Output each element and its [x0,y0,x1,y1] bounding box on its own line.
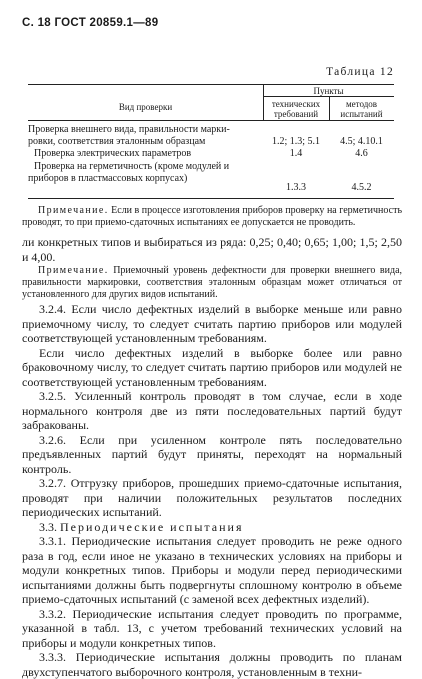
row-text-line: ровки, соответствия эталонным образцам [28,136,206,147]
clause-3-2-7: 3.2.7. Отгрузку приборов, прошедших приемо-сдаточные испытания, проводят при наличии положительных результатов последних периодических испытаний. [22,476,402,519]
col-header-tech-line1: технических [271,99,321,109]
section-3-3-heading [22,520,402,535]
clause-3-2-4-cont: Если число дефектных изделий в выборке более или равно браковочному числу, то следует считать партию приборов или модулей не соответствующей установленным требованиям. [22,345,402,389]
clause-3-3-2: 3.3.2. Периодические испытания следует проводить по программе, указанной в табл. 13, с учетом требований технических условий на приборы и модули конкретных типов. [22,606,402,650]
note-label: Примечание. [38,205,109,216]
note-label: Примечание. [38,265,109,276]
clause-3-2-5: 3.2.5. Усиленный контроль проводят в том случае, если в ходе нормального контроля две из пяти последовательных партий будут забракованы. [22,389,402,432]
col-header-methods-line2: испытаний [340,109,383,119]
clause-3-3-3: 3.3.3. Периодические испытания должны проводить по планам двухступенчатого выборочного контроля, установленным в техни- [22,650,402,679]
row-tech-value: 1.4 [289,148,303,159]
table-group-rule [263,96,394,97]
table-note [22,205,402,229]
clause-3-2-4: 3.2.4. Если число дефектных изделий в выборке меньше или равно приемочному числу, то следует считать партию приборов или модулей соответствующей установленным требованиям. [22,302,402,345]
row-text-line: Проверка внешнего вида, правильности марки- [28,124,230,135]
table-top-rule [28,84,394,85]
col-header-tech-line2: требований [273,109,319,119]
page-header: С. 18 ГОСТ 20859.1—89 [22,17,159,29]
col-header-tech [263,99,329,119]
col-header-items: Пункты [313,86,344,96]
row-method-value: 4.5; 4.10.1 [340,136,383,147]
row-text-line: Проверка на герметичность (кроме модулей и [34,161,230,172]
row-tech-value: 1.2; 1.3; 5.1 [271,136,321,147]
row-text-line: приборов в пластмассовых корпусах) [28,173,188,184]
row-method-value: 4.6 [355,148,368,159]
col-header-methods [329,99,394,119]
table-row [28,124,263,148]
section-title: Периодические испытания [60,519,244,534]
main-text [22,302,402,679]
col-header-check-type: Вид проверки [118,102,173,112]
note-text: Если в процессе изготовления приборов проверку на герметичность проводят, то при приемо-сдаточных испытаниях ее допускается не проводить. [22,205,403,228]
section-number: 3.3. [39,519,57,534]
table-row [28,161,263,185]
paragraph-continuation [22,235,402,264]
table-row [34,148,263,160]
row-tech-value: 1.3.3 [286,182,306,193]
table-bottom-rule [28,198,394,199]
acceptance-level-note [22,265,402,301]
table-header-rule [28,120,394,121]
col-header-methods-line1: методов [345,99,378,109]
clause-3-3-1: 3.3.1. Периодические испытания следует проводить не реже одного раза в год, если иное не указано в технических условиях на приборы и модули конкретных типов. Приборы и модули перед периодическими испытаниями должны быть подвергнуты сплошному контролю в объеме приемо-сдаточных испытаний (с заменой всех дефектных изделий). [22,534,402,606]
paragraph-text: ли конкретных типов и выбираться из ряда: 0,25; 0,40; 0,65; 1,00; 1,5; 2,50 и 4,00. [22,235,402,264]
table-title: Таблица 12 [326,66,394,78]
row-text-line: Проверка электрических параметров [34,148,192,159]
row-method-value: 4.5.2 [351,182,372,193]
clause-3-2-6: 3.2.6. Если при усиленном контроле пять последовательно предъявленных партий будут приняты, переходят на нормальный контроль. [22,432,402,476]
note-text: Приемочный уровень дефектности для проверки внешнего вида, правильности маркировки, соответствия эталонным образцам может отличаться от установленного для других видов испытаний. [22,265,403,300]
inspection-table [28,84,394,199]
